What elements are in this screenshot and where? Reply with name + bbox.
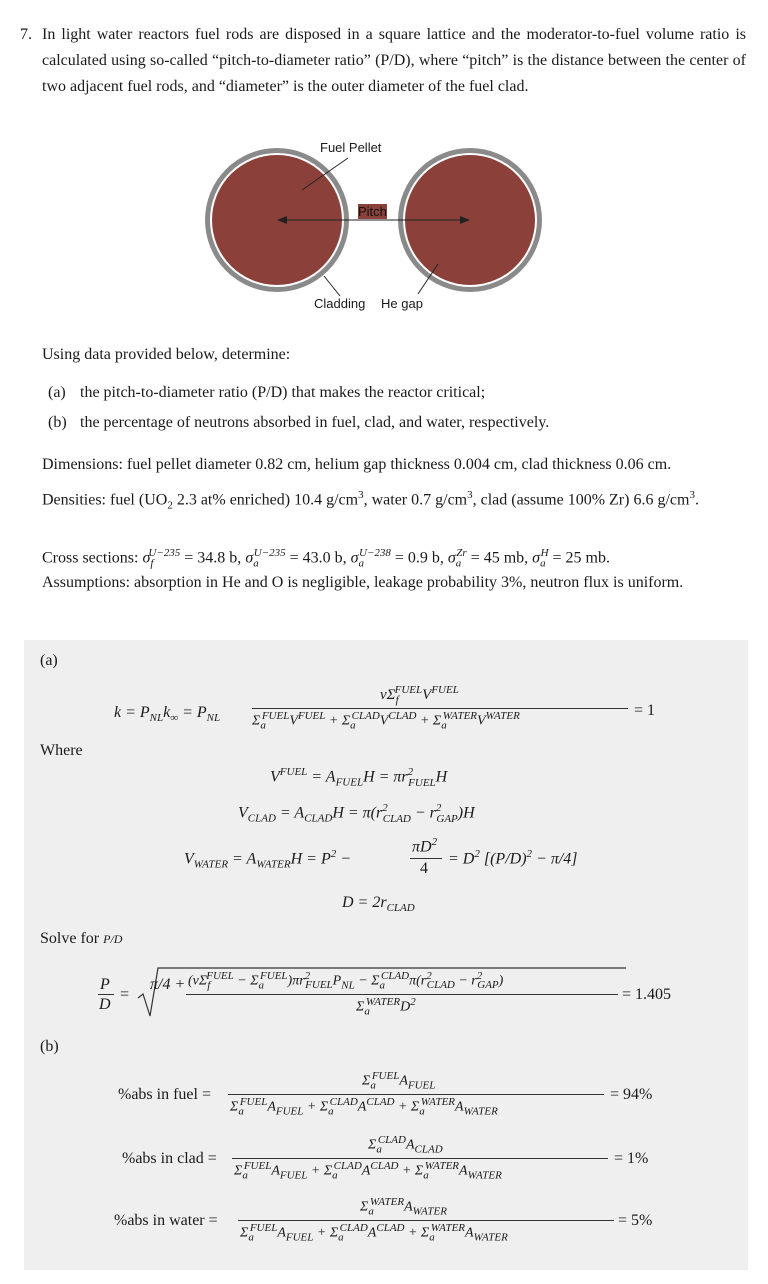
problem-intro: In light water reactors fuel rods are disposed in a square lattice and the moderator-to-fuel volume ratio is calculated using so-called “pitch-to-diameter ratio” (P/D), where “pitch” is the distance between the center of two adjacent fuel rods, and “diameter” is the outer diameter of the fuel clad. bbox=[42, 26, 746, 95]
abs-fuel-value: = 94% bbox=[610, 1086, 653, 1103]
cladding-leader bbox=[324, 276, 340, 296]
abs-clad-numerator: $\Sigma_a^{CLAD}A_{CLAD}$ bbox=[368, 1134, 443, 1156]
pd-equals: = bbox=[120, 986, 130, 1003]
abs-clad-fraction-line bbox=[232, 1158, 608, 1159]
cladding-label: Cladding bbox=[314, 296, 366, 311]
d-equation: $D = 2r_{CLAD}$ bbox=[342, 894, 415, 915]
solution-a-label: (a) bbox=[40, 652, 58, 669]
k-numerator: $\nu\Sigma_f^{FUEL}V^{FUEL}$ bbox=[380, 684, 459, 706]
pd-lhs-num: P bbox=[100, 976, 110, 993]
dimensions-text: Dimensions: fuel pellet diameter 0.82 cm, helium gap thickness 0.004 cm, clad thickness 0.06 cm. bbox=[42, 456, 672, 473]
using-data-text: Using data provided below, determine: bbox=[42, 346, 291, 363]
part-a-label: (a) bbox=[48, 384, 66, 401]
pitch-label: Pitch bbox=[358, 204, 387, 219]
fuel-rod-diagram bbox=[190, 136, 570, 316]
v-clad-equation: $V_{CLAD} = A_{CLAD}H = \pi(r^2_{CLAD} - r^2_{GAP})H$ bbox=[238, 802, 475, 825]
abs-water-label: %abs in water = bbox=[114, 1212, 218, 1229]
where-label: Where bbox=[40, 742, 83, 759]
abs-fuel-fraction-line bbox=[228, 1094, 604, 1095]
v-water-frac-line bbox=[410, 858, 442, 859]
part-b-label: (b) bbox=[48, 414, 67, 431]
k-equation-lhs: $k = P_{NL}k_\infty = P_{NL}$ bbox=[114, 704, 221, 725]
part-b-text: the percentage of neutrons absorbed in fuel, clad, and water, respectively. bbox=[80, 414, 550, 431]
pd-lhs-line bbox=[98, 994, 114, 995]
k-fraction-line bbox=[252, 708, 628, 709]
abs-clad-value: = 1% bbox=[614, 1150, 649, 1167]
v-fuel-equation: $V^{FUEL} = A_{FUEL}H = \pi r^2_{FUEL}H$ bbox=[270, 766, 448, 789]
part-a-text: the pitch-to-diameter ratio (P/D) that makes the reactor critical; bbox=[80, 384, 486, 401]
abs-fuel-label: %abs in fuel = bbox=[118, 1086, 211, 1103]
abs-clad-denominator: $\Sigma_a^{FUEL}A_{FUEL} + \Sigma_a^{CLAD}A^{CLAD} + \Sigma_a^{WATER}A_{WATER}$ bbox=[234, 1160, 502, 1182]
solution-b-label: (b) bbox=[40, 1038, 59, 1055]
k-denominator: $\Sigma_a^{FUEL}V^{FUEL} + \Sigma_a^{CLAD}V^{CLAD} + \Sigma_a^{WATER}V^{WATER}$ bbox=[252, 710, 520, 732]
he-gap-label: He gap bbox=[381, 296, 423, 311]
v-water-rhs: = $D^2$ $[(P/D)^2 - \pi/4]$ bbox=[448, 848, 578, 868]
abs-water-denominator: $\Sigma_a^{FUEL}A_{FUEL} + \Sigma_a^{CLAD}A^{CLAD} + \Sigma_a^{WATER}A_{WATER}$ bbox=[240, 1222, 508, 1244]
fuel-pellet-label: Fuel Pellet bbox=[320, 140, 382, 155]
problem-number: 7. bbox=[20, 26, 32, 43]
pd-fraction-line bbox=[186, 994, 618, 995]
abs-fuel-numerator: $\Sigma_a^{FUEL}A_{FUEL}$ bbox=[362, 1070, 436, 1092]
abs-water-numerator: $\Sigma_a^{WATER}A_{WATER}$ bbox=[360, 1196, 447, 1218]
v-water-equation: $V_{WATER} = A_{WATER}H = P^2$ − bbox=[184, 848, 352, 871]
solve-for-label: Solve for P/D bbox=[40, 930, 123, 947]
densities-text: Densities: fuel ($UO_2$ 2.3 at% enriched) 10.4 $g/cm^3$, water 0.7 $g/cm^3$, clad (assume 100% Zr) 6.6 $g/cm^3$. bbox=[42, 489, 699, 512]
assumptions-text: Assumptions: absorption in He and O is negligible, leakage probability 3%, neutron flux is uniform. bbox=[42, 574, 684, 591]
abs-water-fraction-line bbox=[238, 1220, 614, 1221]
v-water-frac-num: $\pi D^2$ bbox=[412, 836, 438, 856]
pd-result: = 1.405 bbox=[622, 986, 672, 1003]
abs-fuel-denominator: $\Sigma_a^{FUEL}A_{FUEL} + \Sigma_a^{CLAD}A^{CLAD} + \Sigma_a^{WATER}A_{WATER}$ bbox=[230, 1096, 498, 1118]
pd-pi-over-4: π/4 + bbox=[150, 976, 186, 993]
pd-denominator: $\Sigma_a^{WATER}D^2$ bbox=[356, 996, 416, 1018]
k-result: = 1 bbox=[634, 702, 656, 719]
pd-numerator: $(\nu\Sigma_f^{FUEL} - \Sigma_a^{FUEL})\pi r^2_{FUEL}P_{NL} - \Sigma_a^{CLAD}\pi(r^2_{CLAD} - r^2_{GAP})$ bbox=[188, 970, 504, 992]
pd-lhs-den: D bbox=[99, 996, 111, 1013]
abs-water-value: = 5% bbox=[618, 1212, 653, 1229]
v-water-frac-den: 4 bbox=[420, 860, 428, 877]
cross-sections-text: Cross sections: $\sigma_f^{U-235} = 34.8$ b, $\sigma_a^{U-235} = 43.0$ b, $\sigma_a^{U-238} = 0.9$ b, $\sigma_a^{Zr} = 45$ mb, $\sigma_a^H = 25$ mb. bbox=[42, 547, 610, 570]
abs-clad-label: %abs in clad = bbox=[122, 1150, 217, 1167]
